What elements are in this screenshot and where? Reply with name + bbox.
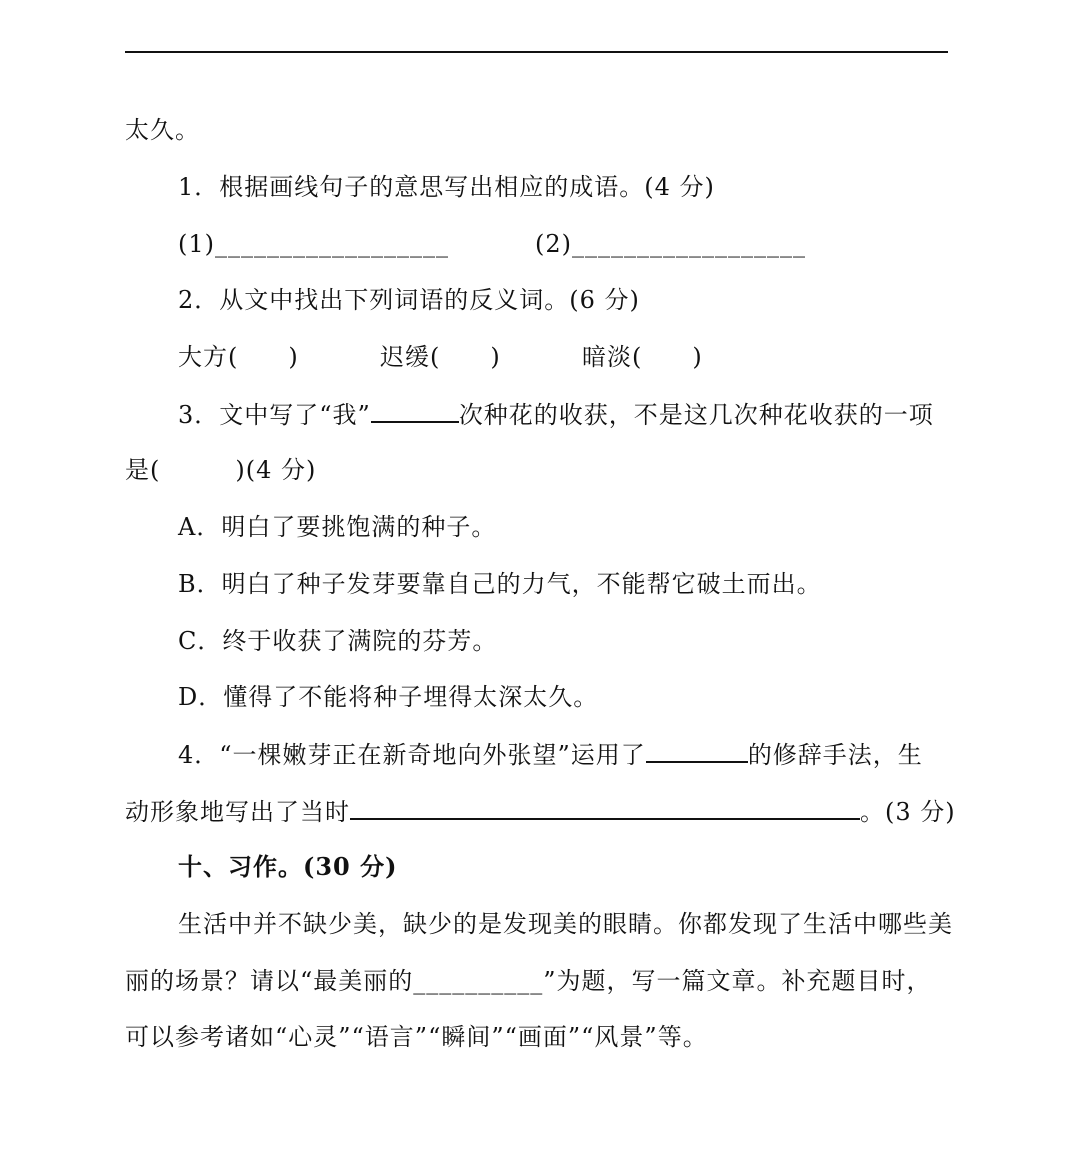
antonym-2: 迟缓( ) bbox=[380, 343, 501, 371]
option-d: D．懂得了不能将种子埋得太深太久。 bbox=[178, 683, 599, 711]
question-4-text: 动形象地写出了当时 bbox=[125, 798, 350, 826]
antonym-1: 大方( ) bbox=[178, 343, 299, 371]
question-4-text: 4．“一棵嫩芽正在新奇地向外张望”运用了 bbox=[178, 741, 646, 769]
question-3-text: 3．文中写了“我” bbox=[178, 401, 371, 429]
question-3-cont: 是( )(4 分) bbox=[125, 456, 317, 484]
question-4-cont bbox=[125, 796, 956, 827]
question-4-text: 。(3 分) bbox=[860, 798, 956, 826]
question-3 bbox=[178, 399, 934, 430]
essay-prompt-line: 可以参考诸如“心灵”“语言”“瞬间”“画面”“风景”等。 bbox=[125, 1023, 708, 1051]
option-b: B．明白了种子发芽要靠自己的力气，不能帮它破土而出。 bbox=[178, 570, 822, 598]
question-4-text: 的修辞手法，生 bbox=[747, 741, 923, 769]
question-4 bbox=[178, 739, 923, 770]
essay-prompt-line: 生活中并不缺少美，缺少的是发现美的眼睛。你都发现了生活中哪些美 bbox=[178, 910, 953, 938]
option-a: A．明白了要挑饱满的种子。 bbox=[178, 513, 497, 541]
essay-prompt-line: 丽的场景？请以“最美丽的__________”为题，写一篇文章。补充题目时， bbox=[125, 967, 932, 995]
answer-blank-2: (2)__________________ bbox=[535, 230, 806, 258]
text-line: 太久。 bbox=[125, 116, 200, 144]
answer-blank-1: (1)__________________ bbox=[178, 230, 449, 258]
fill-blank bbox=[350, 796, 860, 820]
antonym-3: 暗淡( ) bbox=[582, 343, 703, 371]
fill-blank bbox=[646, 739, 748, 763]
option-c: C．终于收获了满院的芬芳。 bbox=[178, 627, 498, 655]
question-1: 1．根据画线句子的意思写出相应的成语。(4 分) bbox=[178, 173, 715, 201]
question-3-text: 次种花的收获，不是这几次种花收获的一项 bbox=[458, 401, 934, 429]
fill-blank bbox=[371, 399, 459, 423]
question-2: 2．从文中找出下列词语的反义词。(6 分) bbox=[178, 286, 640, 314]
section-10-heading: 十、习作。(30 分) bbox=[178, 852, 398, 881]
header-rule bbox=[125, 51, 948, 53]
